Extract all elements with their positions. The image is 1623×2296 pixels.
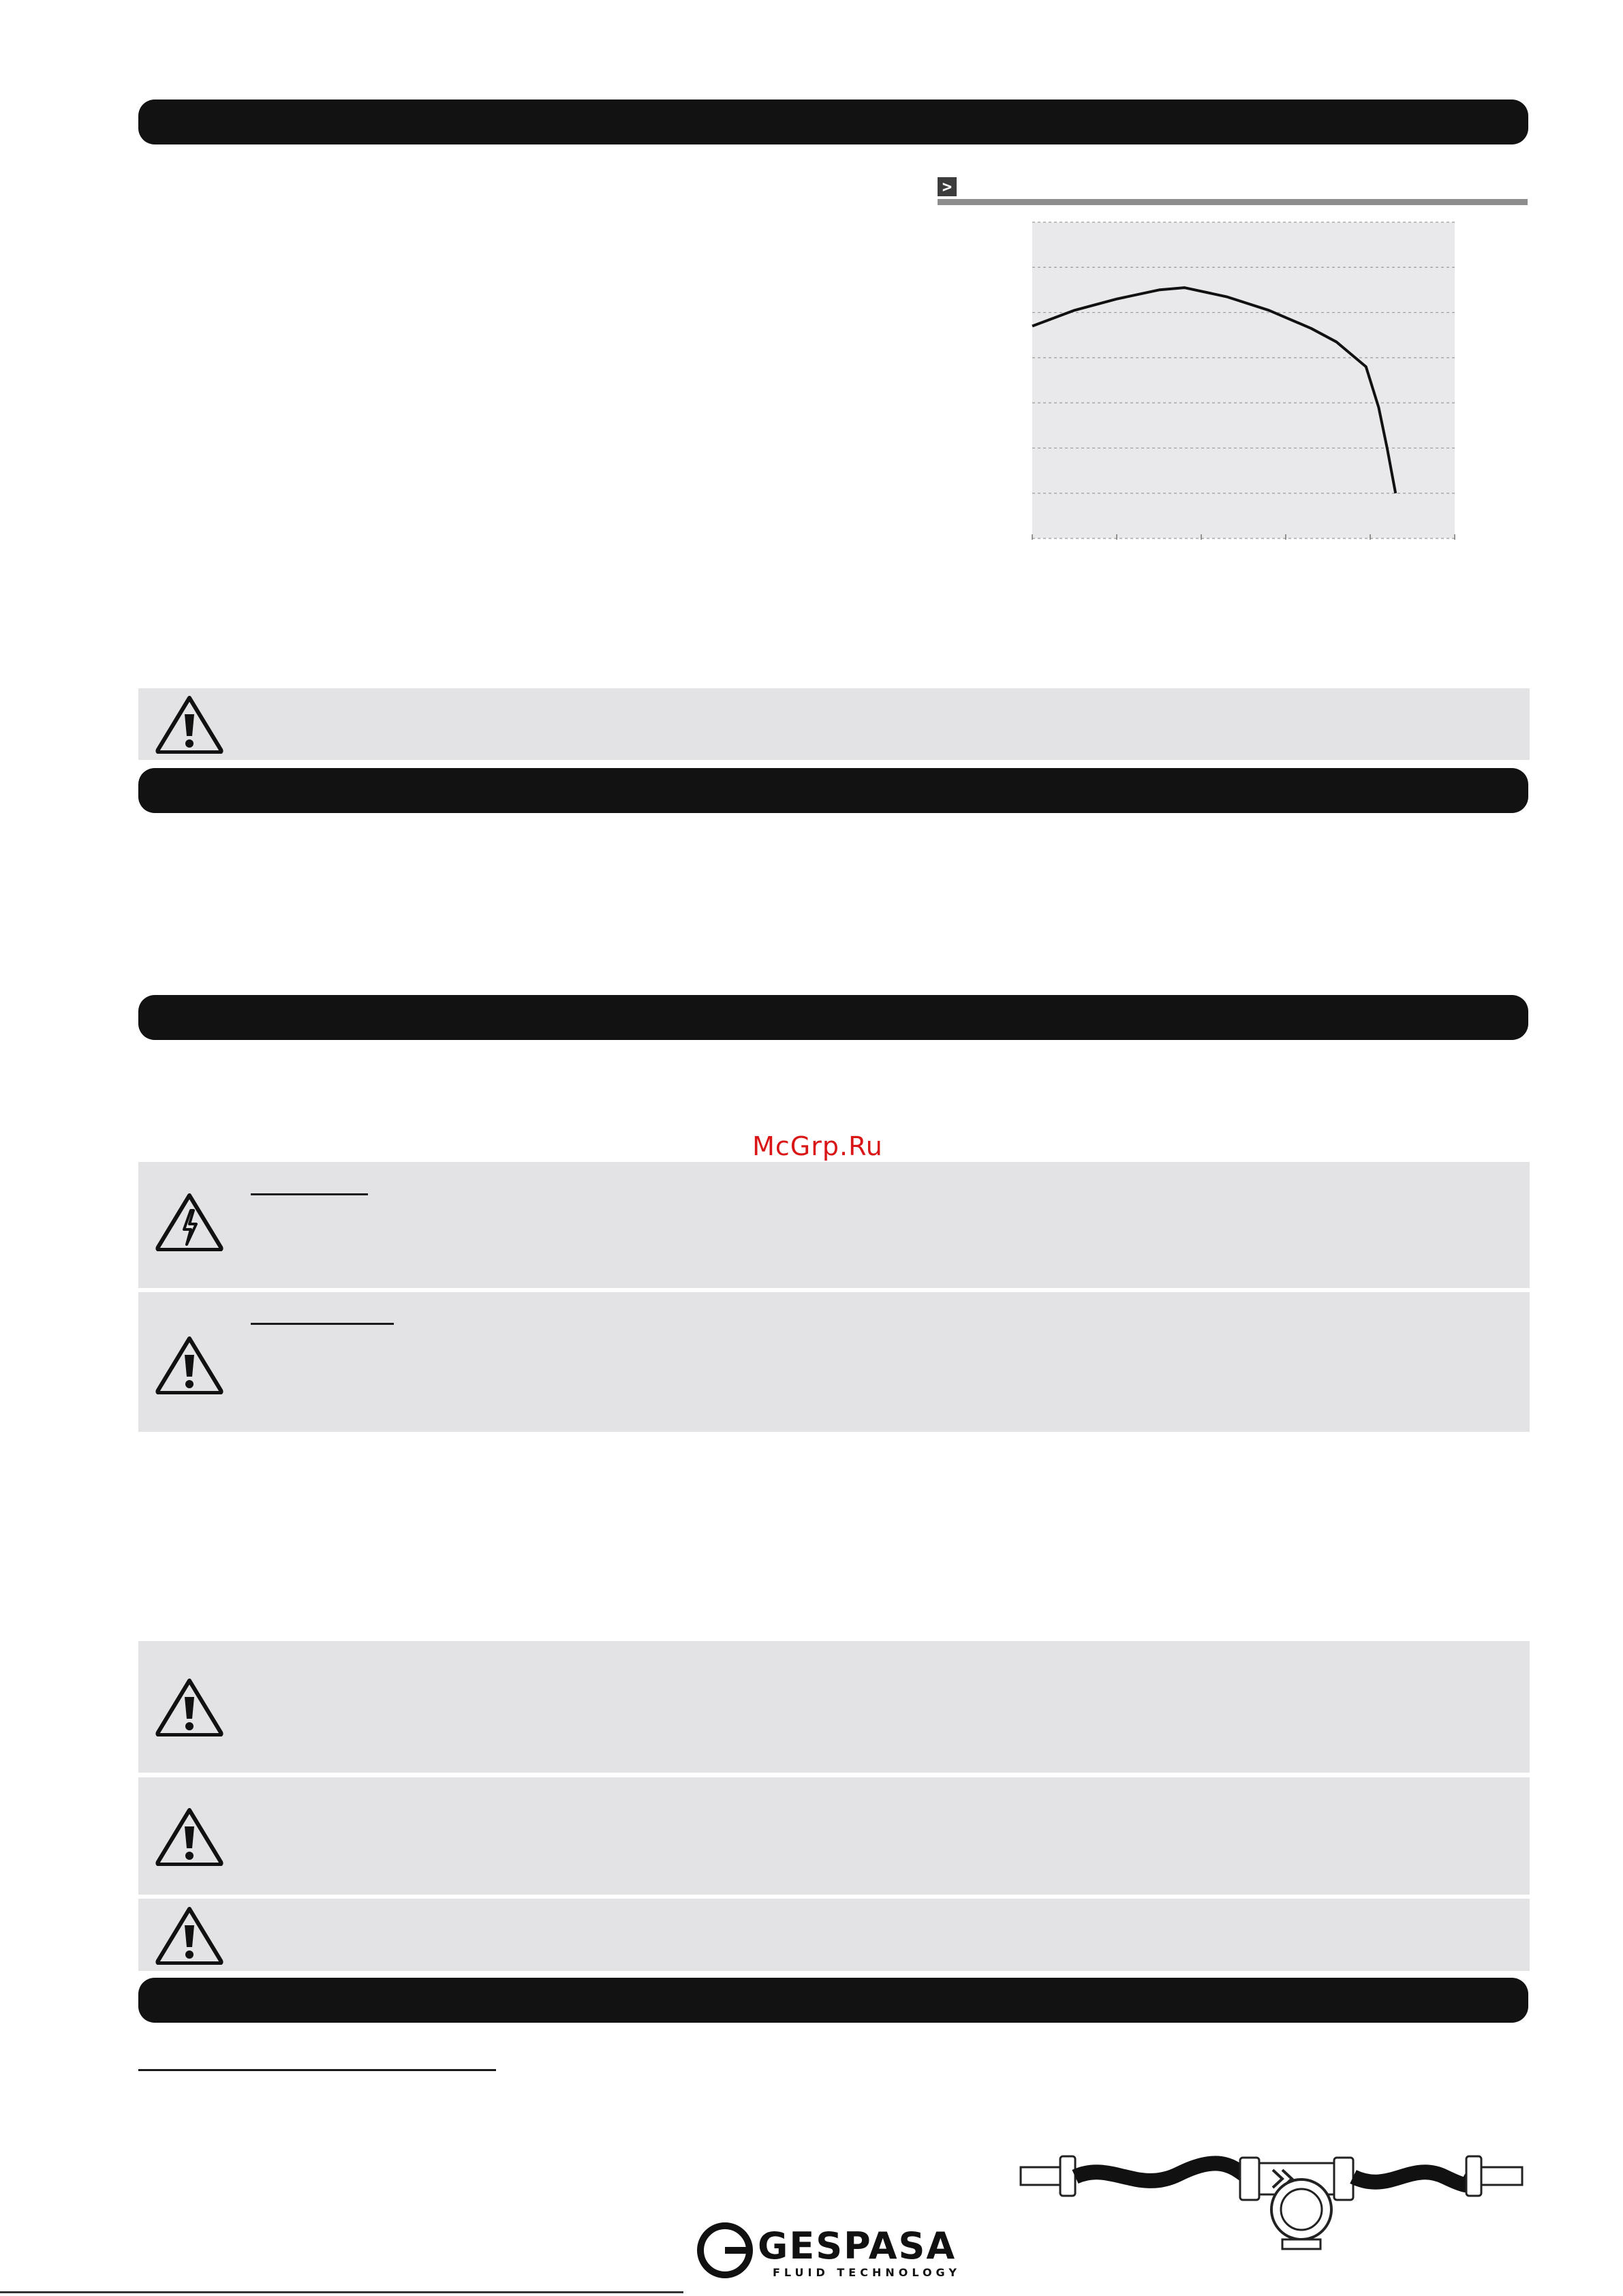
warning-note-2	[138, 1641, 1530, 1773]
caution-note	[138, 1292, 1530, 1432]
performance-curve-chart	[1022, 218, 1472, 545]
chevron-right-icon: >	[938, 177, 957, 196]
warning-triangle-icon	[154, 694, 225, 754]
warning-note-1	[138, 688, 1530, 760]
warning-note-3	[138, 1777, 1530, 1895]
section-header-bar-4	[138, 1978, 1528, 2023]
pump-installation-drawing	[1015, 2147, 1533, 2283]
subsection-underline	[138, 2069, 496, 2071]
chart-header-rule	[938, 199, 1528, 205]
note-heading-underline	[251, 1323, 394, 1325]
section-header-bar-3	[138, 995, 1528, 1040]
watermark: McGrp.Ru	[752, 1131, 883, 1161]
warning-triangle-icon	[154, 1334, 225, 1394]
section-header-bar-2	[138, 768, 1528, 813]
section-header-bar-1	[138, 100, 1528, 144]
note-heading-underline	[251, 1193, 368, 1195]
warning-note-4	[138, 1899, 1530, 1971]
warning-triangle-icon	[154, 1905, 225, 1965]
plot-area	[1032, 222, 1455, 538]
svg-text:GESPASA: GESPASA	[758, 2224, 957, 2267]
electric-hazard-note	[138, 1162, 1530, 1288]
electric-hazard-icon	[154, 1191, 225, 1251]
warning-triangle-icon	[154, 1677, 225, 1736]
footer-rule	[0, 2291, 683, 2293]
gespasa-logo	[696, 2216, 983, 2284]
svg-text:FLUID TECHNOLOGY: FLUID TECHNOLOGY	[773, 2266, 961, 2279]
warning-triangle-icon	[154, 1806, 225, 1866]
